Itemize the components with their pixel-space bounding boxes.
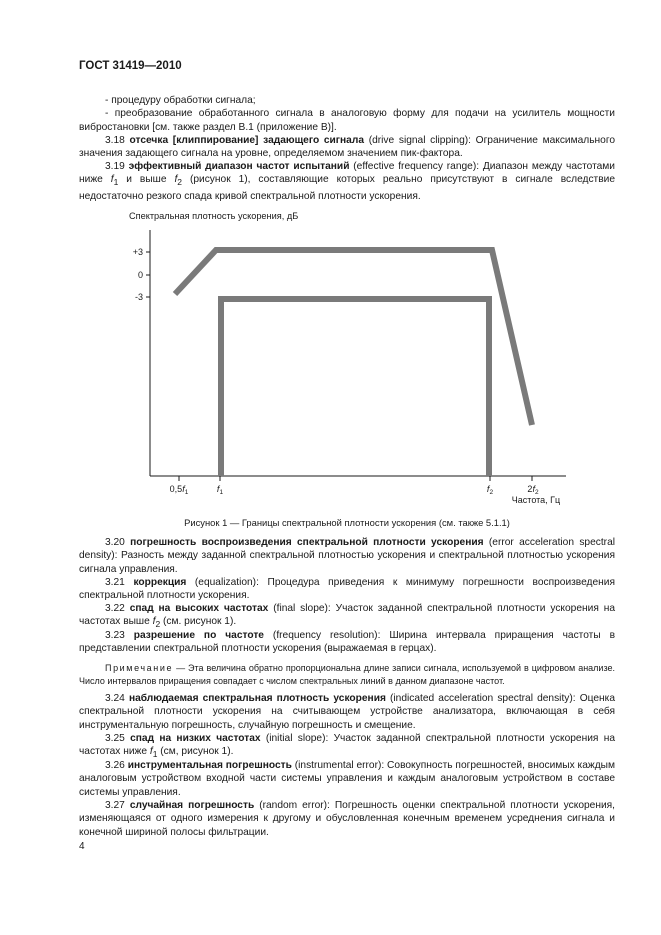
term-3-24: 3.24 наблюдаемая спектральная плотность ускорения (indicated acceleration spectral density): Оценка спектральной плотности ускорения на считывающем устройстве анализатора, включающая в себя инструментальную погрешность, случайную погрешность и смещение. xyxy=(79,693,615,731)
term-title: разрешение по частоте xyxy=(133,630,264,641)
term-3-25: 3.25 спад на низких частотах (initial slope): Участок заданной спектральной плотности ускорения на частотах ниже $f_1$ (см, рисунок 1). xyxy=(79,733,615,760)
term-title: отсечка [клиппирование] задающего сигнала xyxy=(129,135,364,146)
x-tick-label: $2f_2$ xyxy=(527,484,539,496)
term-3-20: 3.20 погрешность воспроизведения спектральной плотности ускорения (error acceleration spectral density): Разность между заданной спектральной плотностью ускорения и спектральной плотностью ускорения сигнала управления. xyxy=(79,537,615,575)
lower-limit-line xyxy=(221,299,489,476)
page-number: 4 xyxy=(79,841,85,852)
figure-caption: Рисунок 1 — Границы спектральной плотности ускорения (см. также 5.1.1) xyxy=(184,517,510,528)
term-3-18: 3.18 отсечка [клиппирование] задающего сигнала (drive signal clipping): Ограничение максимального значения задающего сигнала на уровне, определяемом значением пик-фактора. xyxy=(79,135,615,160)
term-title: эффективный диапазон частот испытаний xyxy=(128,161,350,172)
term-3-21: 3.21 коррекция (equalization): Процедура приведения к минимуму погрешности воспроизведения спектральной плотности ускорения. xyxy=(79,577,615,602)
x-tick-label: $f_1$ xyxy=(216,484,224,496)
note-label: Примечание xyxy=(105,663,174,673)
x-tick-label: $f_2$ xyxy=(486,484,494,496)
upper-limit-line xyxy=(175,250,532,425)
x-axis-label: Частота, Гц xyxy=(511,495,561,505)
list-item: - процедуру обработки сигнала; xyxy=(105,95,256,106)
y-tick-label: +3 xyxy=(132,247,143,257)
document-header: ГОСТ 31419—2010 xyxy=(79,60,182,72)
term-title: спад на низких частотах xyxy=(130,733,261,744)
y-axis-label: Спектральная плотность ускорения, дБ xyxy=(129,211,299,221)
term-title: наблюдаемая спектральная плотность ускорения xyxy=(128,693,386,704)
term-title: инструментальная погрешность xyxy=(127,760,292,771)
y-tick-label: 0 xyxy=(137,270,143,280)
term-3-26: 3.26 инструментальная погрешность (instrumental error): Совокупность погрешностей, вносимых каждым аналоговым устройством входной части системы управления и каждым аналоговым устройством в составе системы управления. xyxy=(79,760,615,798)
term-title: случайная погрешность xyxy=(129,800,255,811)
term-title: спад на высоких частотах xyxy=(129,603,269,614)
term-3-23: 3.23 разрешение по частоте (frequency resolution): Ширина интервала приращения частоты в представлении спектральной плотности ускорения (выражаемая в герцах). xyxy=(79,630,615,655)
term-3-22: 3.22 спад на высоких частотах (final slope): Участок заданной спектральной плотности ускорения на частотах выше $f_2$ (см. рисунок 1). xyxy=(79,603,615,630)
term-title: коррекция xyxy=(133,577,187,588)
term-3-27: 3.27 случайная погрешность (random error): Погрешность оценки спектральной плотности ускорения, изменяющаяся от одного измерения к другому и обусловленная конечным временем усреднения сигнала и конечной шириной полосы фильтрации. xyxy=(79,800,615,838)
y-tick-label: -3 xyxy=(134,292,143,302)
term-3-19: 3.19 эффективный диапазон частот испытаний (effective frequency range): Диапазон между частотами ниже $f_1$ и выше $f_2$ (рисунок 1), составляющие которых реально присутствуют в сигнале вследствие недостаточно резкого спада кривой спектральной плотности ускорения. xyxy=(79,161,616,202)
list-item: - преобразование обработанного сигнала в аналоговую форму для подачи на усилитель мощности вибростановки [см. также раздел В.1 (приложение В)]. xyxy=(79,108,615,133)
x-tick-label: $0,5f_1$ xyxy=(169,484,189,496)
term-title: погрешность воспроизведения спектральной плотности ускорения xyxy=(130,537,484,548)
note: Примечание — Эта величина обратно пропорциональна длине записи сигнала, используемой в цифровом анализе. Число интервалов приращения совпадает с числом спектральных линий в данном диапазоне частот. xyxy=(79,663,615,686)
